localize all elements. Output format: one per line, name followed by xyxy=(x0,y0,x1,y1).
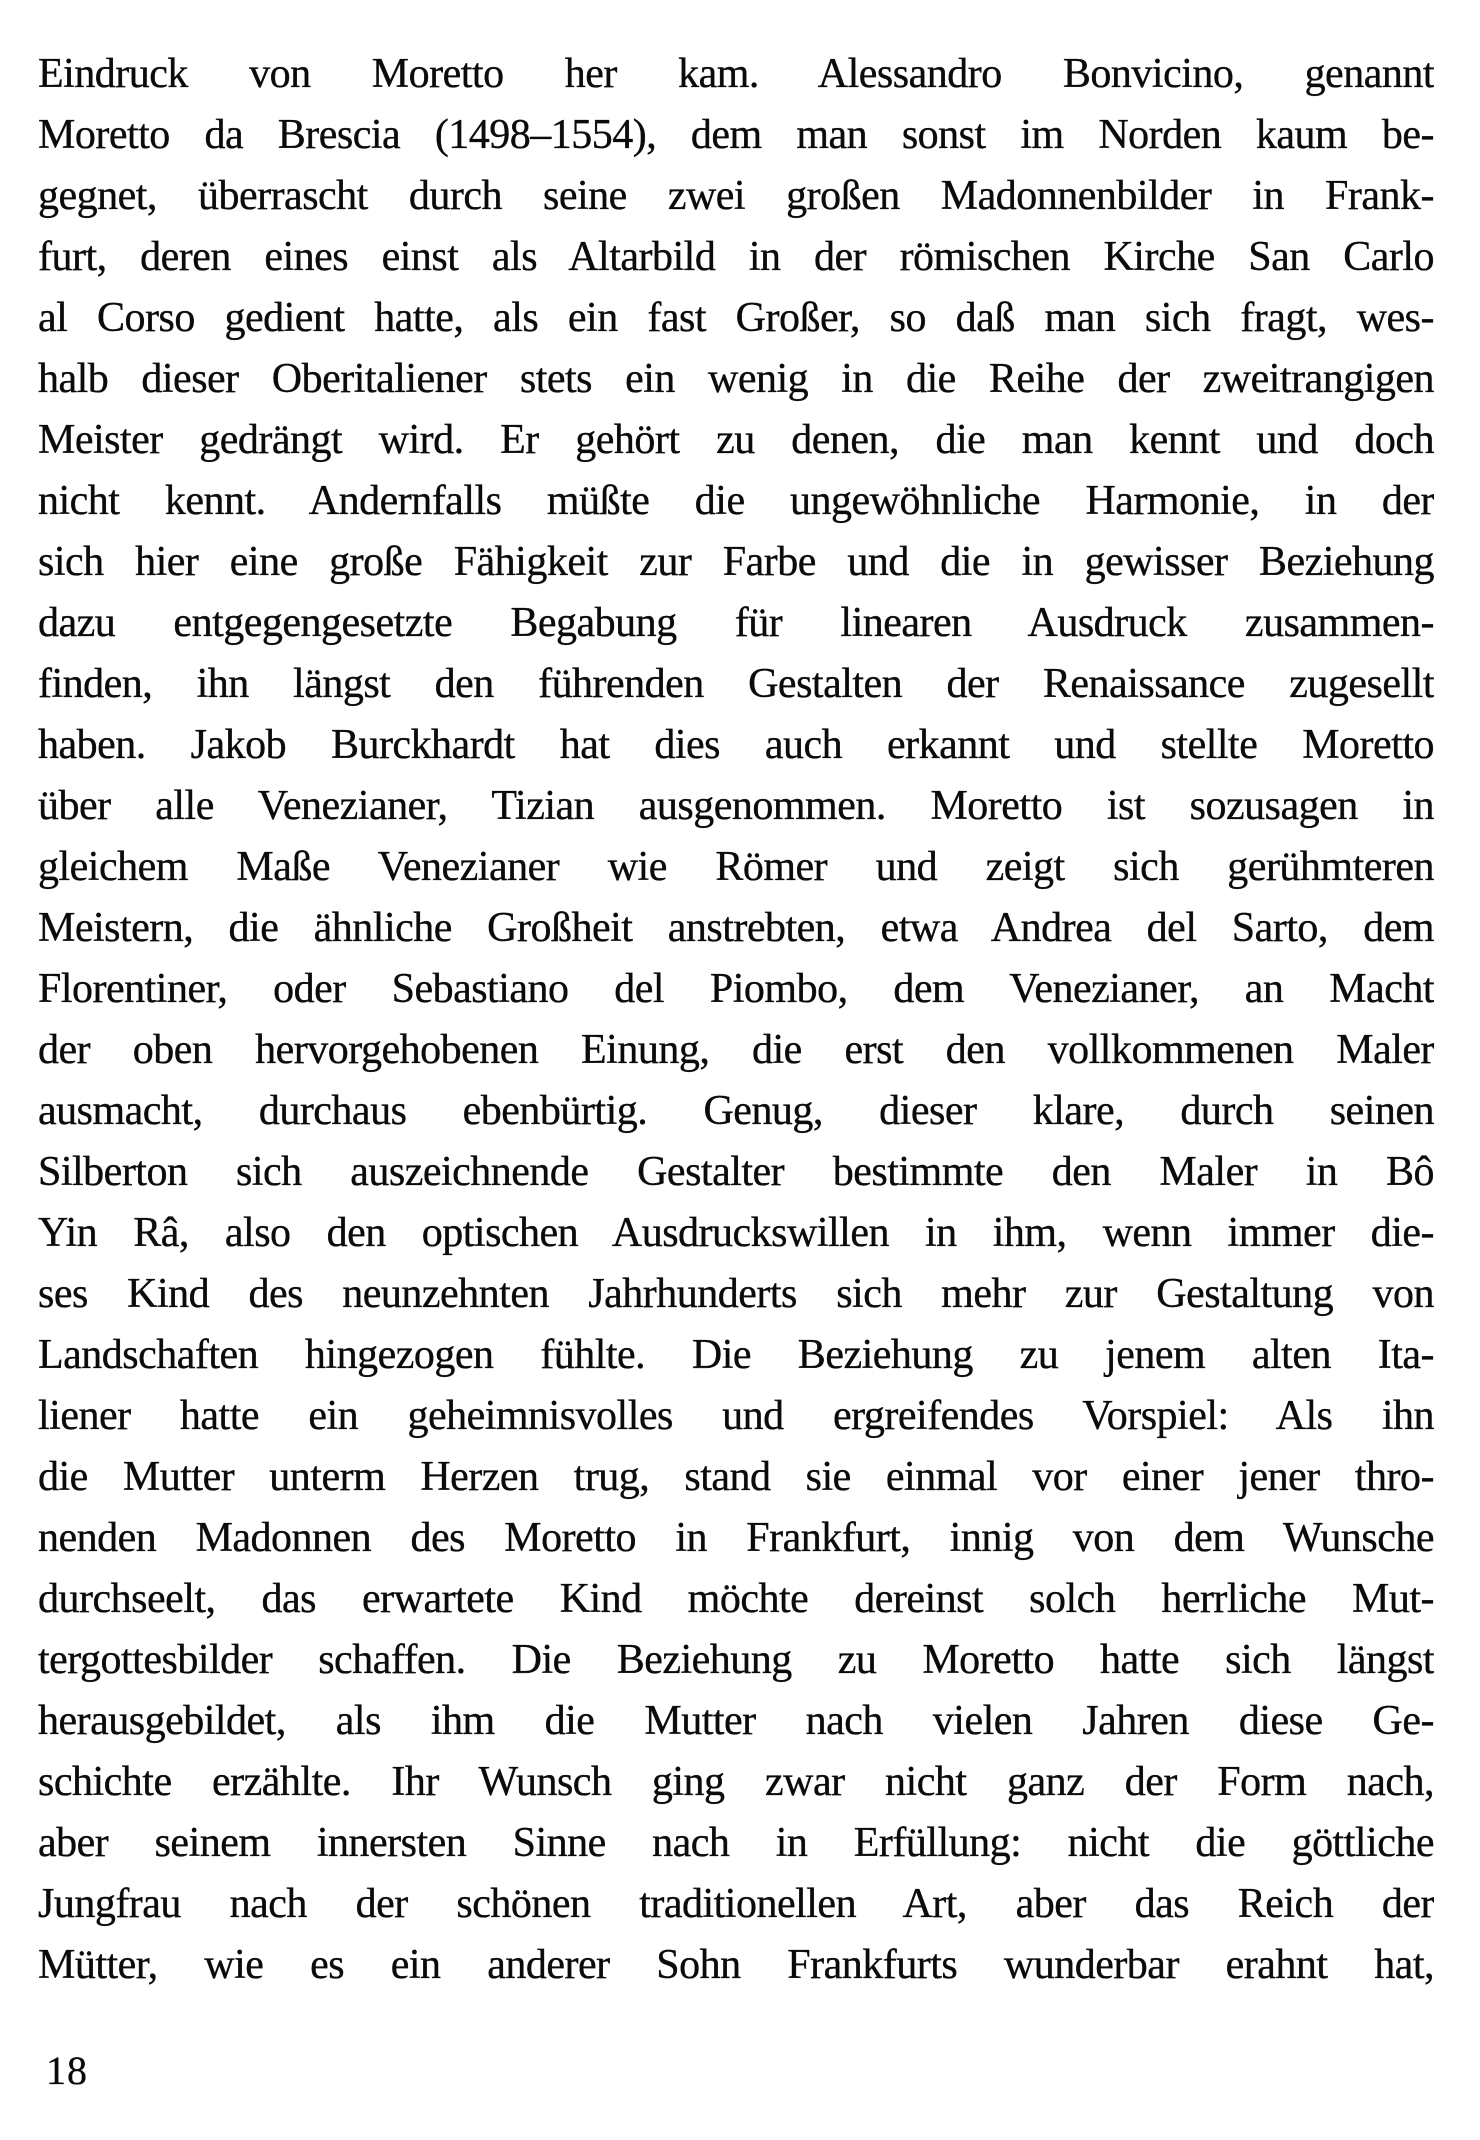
text-line: durchseelt, das erwartete Kind möchte dereinst solch herrliche Mut- xyxy=(38,1576,1434,1622)
text-line: herausgebildet, als ihm die Mutter nach vielen Jahren diese Ge- xyxy=(38,1698,1434,1744)
text-line: Silberton sich auszeichnende Gestalter bestimmte den Maler in Bô xyxy=(38,1149,1434,1195)
text-line: ausmacht, durchaus ebenbürtig. Genug, dieser klare, durch seinen xyxy=(38,1088,1434,1134)
text-line: aber seinem innersten Sinne nach in Erfüllung: nicht die göttliche xyxy=(38,1820,1434,1866)
text-line: finden, ihn längst den führenden Gestalten der Renaissance zugesellt xyxy=(38,661,1434,707)
text-line: ses Kind des neunzehnten Jahrhunderts sich mehr zur Gestaltung von xyxy=(38,1271,1434,1317)
text-line: halb dieser Oberitaliener stets ein wenig in die Reihe der zweitrangigen xyxy=(38,356,1434,402)
text-line: Yin Râ, also den optischen Ausdruckswillen in ihm, wenn immer die- xyxy=(38,1210,1434,1256)
text-line: Moretto da Brescia (1498–1554), dem man sonst im Norden kaum be- xyxy=(38,112,1434,158)
text-line: dazu entgegengesetzte Begabung für linearen Ausdruck zusammen- xyxy=(38,600,1434,646)
text-line: nenden Madonnen des Moretto in Frankfurt, innig von dem Wunsche xyxy=(38,1515,1434,1561)
text-line: tergottesbilder schaffen. Die Beziehung zu Moretto hatte sich längst xyxy=(38,1637,1434,1683)
text-line: gleichem Maße Venezianer wie Römer und zeigt sich gerühmteren xyxy=(38,844,1434,890)
text-line: Meister gedrängt wird. Er gehört zu denen, die man kennt und doch xyxy=(38,417,1434,463)
text-line: schichte erzählte. Ihr Wunsch ging zwar nicht ganz der Form nach, xyxy=(38,1759,1434,1805)
text-line: Florentiner, oder Sebastiano del Piombo, dem Venezianer, an Macht xyxy=(38,966,1434,1012)
text-line: die Mutter unterm Herzen trug, stand sie einmal vor einer jener thro- xyxy=(38,1454,1434,1500)
text-line: furt, deren eines einst als Altarbild in der römischen Kirche San Carlo xyxy=(38,234,1434,280)
text-line: gegnet, überrascht durch seine zwei großen Madonnenbilder in Frank- xyxy=(38,173,1434,219)
text-block xyxy=(38,44,1434,1996)
text-line: Eindruck von Moretto her kam. Alessandro Bonvicino, genannt xyxy=(38,51,1434,97)
text-line: Mütter, wie es ein anderer Sohn Frankfurts wunderbar erahnt hat, xyxy=(38,1942,1434,1988)
text-line: haben. Jakob Burckhardt hat dies auch erkannt und stellte Moretto xyxy=(38,722,1434,768)
text-line: Landschaften hingezogen fühlte. Die Beziehung zu jenem alten Ita- xyxy=(38,1332,1434,1378)
text-line: sich hier eine große Fähigkeit zur Farbe und die in gewisser Beziehung xyxy=(38,539,1434,585)
text-line: liener hatte ein geheimnisvolles und ergreifendes Vorspiel: Als ihn xyxy=(38,1393,1434,1439)
text-line: Meistern, die ähnliche Großheit anstrebten, etwa Andrea del Sarto, dem xyxy=(38,905,1434,951)
text-line: al Corso gedient hatte, als ein fast Großer, so daß man sich fragt, wes- xyxy=(38,295,1434,341)
text-line: Jungfrau nach der schönen traditionellen Art, aber das Reich der xyxy=(38,1881,1434,1927)
text-line: über alle Venezianer, Tizian ausgenommen. Moretto ist sozusagen in xyxy=(38,783,1434,829)
text-line: nicht kennt. Andernfalls müßte die ungewöhnliche Harmonie, in der xyxy=(38,478,1434,524)
page-number: 18 xyxy=(46,2048,88,2093)
text-line: der oben hervorgehobenen Einung, die erst den vollkommenen Maler xyxy=(38,1027,1434,1073)
